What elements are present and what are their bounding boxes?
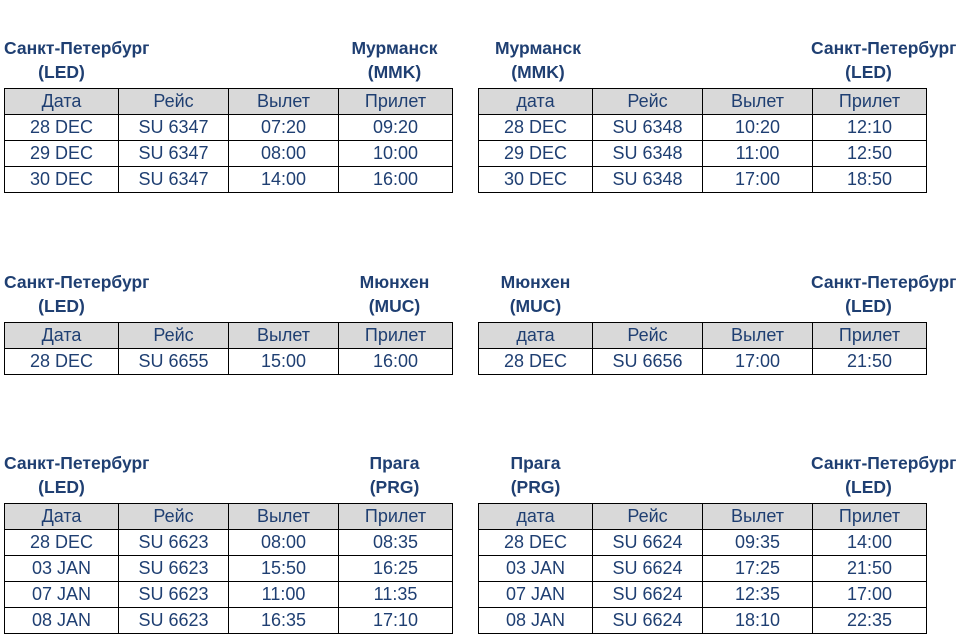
airport-code: (MMK) <box>511 62 565 82</box>
cell-arrival: 16:00 <box>339 349 453 375</box>
cell-arrival: 16:00 <box>339 167 453 193</box>
cell-arrival: 16:25 <box>339 556 453 582</box>
cell-arrival: 08:35 <box>339 530 453 556</box>
cell-flight: SU 6347 <box>119 167 229 193</box>
cell-departure: 17:00 <box>703 349 813 375</box>
cell-departure: 17:25 <box>703 556 813 582</box>
cell-departure: 16:35 <box>229 608 339 634</box>
destination-city <box>337 270 452 318</box>
cell-flight: SU 6623 <box>119 582 229 608</box>
table-row <box>5 167 453 193</box>
origin-city <box>478 36 598 84</box>
origin-city <box>4 270 150 318</box>
cell-arrival: 17:10 <box>339 608 453 634</box>
cell-date: 30 DEC <box>5 167 119 193</box>
route-header <box>478 0 956 88</box>
cell-flight: SU 6656 <box>593 349 703 375</box>
schedule-prg-led <box>478 415 956 634</box>
cell-departure: 07:20 <box>229 115 339 141</box>
route-header <box>4 415 452 503</box>
cell-flight: SU 6623 <box>119 556 229 582</box>
flight-table <box>4 88 453 193</box>
cell-flight: SU 6347 <box>119 115 229 141</box>
header-arrival: Прилет <box>813 89 927 115</box>
cell-arrival: 21:50 <box>813 556 927 582</box>
airport-code: (MUC) <box>368 296 421 316</box>
cell-date: 29 DEC <box>479 141 593 167</box>
table-row <box>5 530 453 556</box>
header-date: Дата <box>5 504 119 530</box>
header-flight: Рейс <box>119 504 229 530</box>
cell-date: 07 JAN <box>479 582 593 608</box>
cell-date: 30 DEC <box>479 167 593 193</box>
cell-arrival: 22:35 <box>813 608 927 634</box>
header-arrival: Прилет <box>339 89 453 115</box>
cell-flight: SU 6624 <box>593 608 703 634</box>
cell-departure: 09:35 <box>703 530 813 556</box>
airport-code: (MUC) <box>509 296 562 316</box>
cell-flight: SU 6623 <box>119 608 229 634</box>
table-header-row <box>5 89 453 115</box>
destination-city <box>337 451 452 499</box>
header-departure: Вылет <box>703 504 813 530</box>
table-row <box>479 141 927 167</box>
flight-table <box>478 322 927 375</box>
cell-date: 28 DEC <box>5 530 119 556</box>
cell-arrival: 14:00 <box>813 530 927 556</box>
flight-table <box>478 503 927 634</box>
table-row <box>5 608 453 634</box>
city-name: Прага <box>510 453 561 473</box>
table-header-row <box>479 89 927 115</box>
city-name: Мюнхен <box>359 272 430 292</box>
header-arrival: Прилет <box>339 504 453 530</box>
table-row <box>479 608 927 634</box>
header-flight: Рейс <box>119 89 229 115</box>
header-flight: Рейс <box>593 504 703 530</box>
cell-departure: 15:50 <box>229 556 339 582</box>
cell-arrival: 17:00 <box>813 582 927 608</box>
table-row <box>5 556 453 582</box>
airport-code: (PRG) <box>510 477 561 497</box>
table-row <box>5 349 453 375</box>
origin-city <box>4 36 150 84</box>
cell-flight: SU 6624 <box>593 556 703 582</box>
cell-departure: 10:20 <box>703 115 813 141</box>
cell-arrival: 10:00 <box>339 141 453 167</box>
airport-code: (LED) <box>845 477 892 497</box>
cell-departure: 17:00 <box>703 167 813 193</box>
cell-departure: 11:00 <box>229 582 339 608</box>
header-flight: Рейс <box>119 323 229 349</box>
cell-date: 07 JAN <box>5 582 119 608</box>
destination-city <box>337 36 452 84</box>
schedule-mmk-led <box>478 0 956 193</box>
destination-city <box>811 451 956 499</box>
cell-date: 28 DEC <box>479 115 593 141</box>
table-row <box>479 556 927 582</box>
cell-departure: 08:00 <box>229 530 339 556</box>
header-date: дата <box>479 323 593 349</box>
header-departure: Вылет <box>703 323 813 349</box>
cell-date: 28 DEC <box>479 530 593 556</box>
table-header-row <box>479 323 927 349</box>
route-header <box>4 0 452 88</box>
cell-departure: 15:00 <box>229 349 339 375</box>
header-departure: Вылет <box>229 323 339 349</box>
header-date: дата <box>479 89 593 115</box>
cell-departure: 11:00 <box>703 141 813 167</box>
cell-departure: 14:00 <box>229 167 339 193</box>
route-header <box>4 234 452 322</box>
cell-date: 03 JAN <box>479 556 593 582</box>
origin-city <box>4 451 150 499</box>
route-header <box>478 415 956 503</box>
flight-table <box>4 322 453 375</box>
cell-flight: SU 6348 <box>593 141 703 167</box>
flight-table <box>4 503 453 634</box>
cell-flight: SU 6624 <box>593 530 703 556</box>
cell-date: 28 DEC <box>5 115 119 141</box>
airport-code: (LED) <box>38 477 85 497</box>
cell-departure: 08:00 <box>229 141 339 167</box>
schedule-led-prg <box>4 415 452 634</box>
airport-code: (LED) <box>38 62 85 82</box>
schedule-led-muc <box>4 234 452 375</box>
destination-city <box>811 270 956 318</box>
cell-flight: SU 6348 <box>593 115 703 141</box>
header-date: дата <box>479 504 593 530</box>
airport-code: (MMK) <box>367 62 422 82</box>
table-row <box>479 582 927 608</box>
header-arrival: Прилет <box>813 504 927 530</box>
city-name: Санкт-Петербург <box>811 453 956 473</box>
origin-city <box>478 451 593 499</box>
header-date: Дата <box>5 89 119 115</box>
airport-code: (LED) <box>845 296 892 316</box>
city-name: Санкт-Петербург <box>4 272 150 292</box>
cell-flight: SU 6624 <box>593 582 703 608</box>
header-flight: Рейс <box>593 323 703 349</box>
header-departure: Вылет <box>229 504 339 530</box>
city-name: Мурманск <box>494 38 582 58</box>
cell-date: 28 DEC <box>479 349 593 375</box>
city-name: Прага <box>369 453 420 473</box>
header-flight: Рейс <box>593 89 703 115</box>
table-header-row <box>479 504 927 530</box>
destination-city <box>811 36 956 84</box>
cell-arrival: 11:35 <box>339 582 453 608</box>
cell-date: 08 JAN <box>5 608 119 634</box>
cell-arrival: 21:50 <box>813 349 927 375</box>
cell-departure: 18:10 <box>703 608 813 634</box>
table-row <box>479 115 927 141</box>
origin-city <box>478 270 593 318</box>
city-name: Санкт-Петербург <box>4 453 150 473</box>
cell-date: 08 JAN <box>479 608 593 634</box>
cell-flight: SU 6348 <box>593 167 703 193</box>
flight-table <box>478 88 927 193</box>
cell-arrival: 12:10 <box>813 115 927 141</box>
table-row <box>479 530 927 556</box>
cell-flight: SU 6623 <box>119 530 229 556</box>
city-name: Санкт-Петербург <box>811 272 956 292</box>
table-row <box>5 115 453 141</box>
table-row <box>5 141 453 167</box>
city-name: Санкт-Петербург <box>4 38 150 58</box>
airport-code: (LED) <box>845 62 892 82</box>
table-row <box>5 582 453 608</box>
cell-arrival: 12:50 <box>813 141 927 167</box>
table-header-row <box>5 323 453 349</box>
cell-flight: SU 6655 <box>119 349 229 375</box>
route-header <box>478 234 956 322</box>
header-departure: Вылет <box>703 89 813 115</box>
city-name: Мурманск <box>351 38 438 58</box>
cell-flight: SU 6347 <box>119 141 229 167</box>
cell-departure: 12:35 <box>703 582 813 608</box>
schedule-led-mmk <box>4 0 452 193</box>
header-departure: Вылет <box>229 89 339 115</box>
city-name: Санкт-Петербург <box>811 38 956 58</box>
table-header-row <box>5 504 453 530</box>
header-date: Дата <box>5 323 119 349</box>
cell-date: 29 DEC <box>5 141 119 167</box>
airport-code: (LED) <box>38 296 85 316</box>
airport-code: (PRG) <box>369 477 420 497</box>
header-arrival: Прилет <box>813 323 927 349</box>
city-name: Мюнхен <box>500 272 571 292</box>
cell-arrival: 18:50 <box>813 167 927 193</box>
schedule-muc-led <box>478 234 956 375</box>
cell-arrival: 09:20 <box>339 115 453 141</box>
header-arrival: Прилет <box>339 323 453 349</box>
cell-date: 03 JAN <box>5 556 119 582</box>
cell-date: 28 DEC <box>5 349 119 375</box>
table-row <box>479 167 927 193</box>
table-row <box>479 349 927 375</box>
